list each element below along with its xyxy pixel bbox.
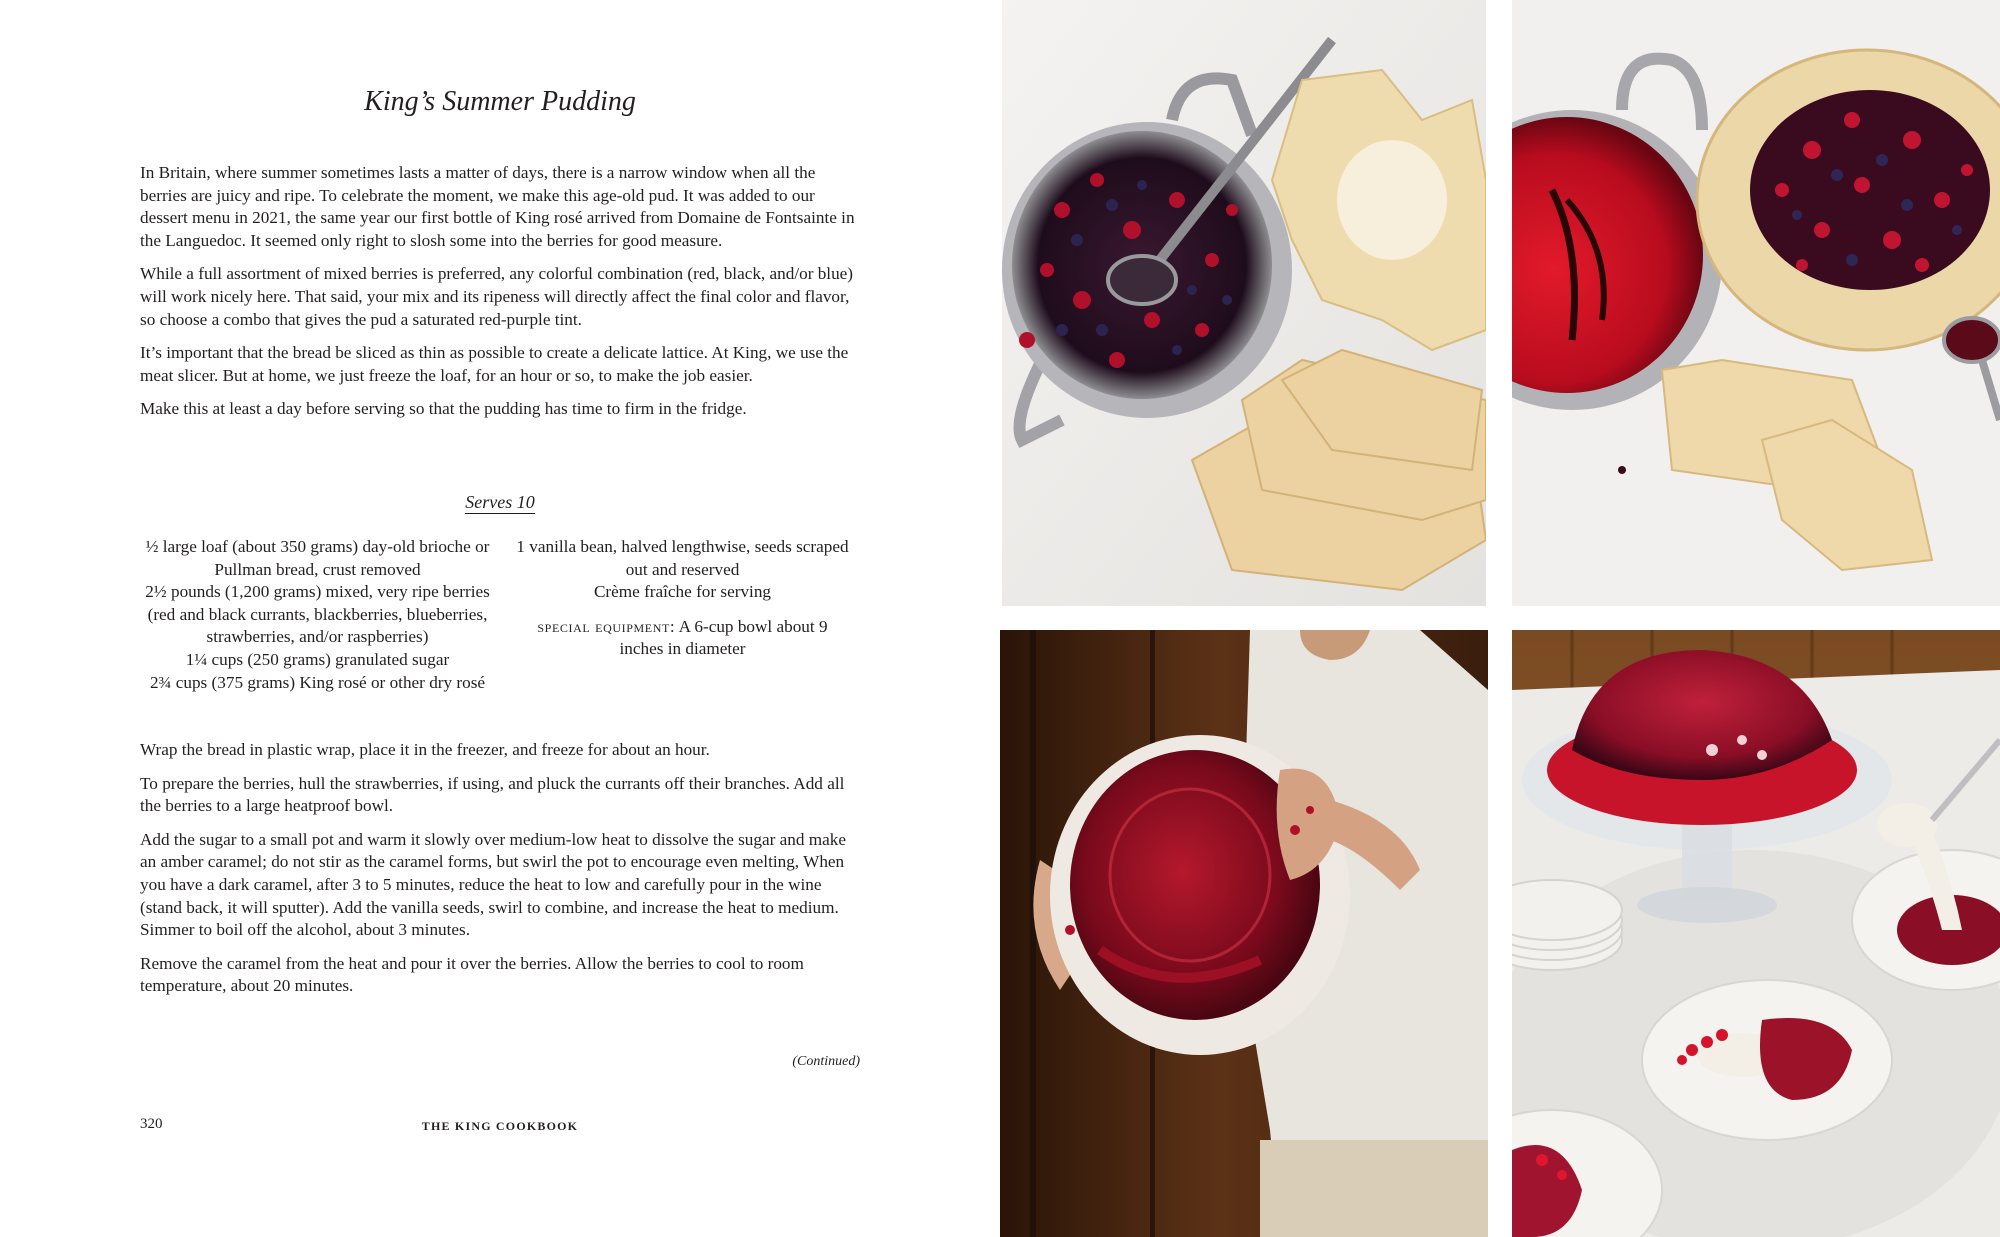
recipe-intro <box>140 162 860 432</box>
intro-paragraph: It’s important that the bread be sliced as thin as possible to create a delicate lattice. At King, we use the meat slicer. But at home, we just freeze the loaf, for an hour or so, to make the job easier. <box>140 343 849 385</box>
intro-paragraph: While a full assortment of mixed berries is preferred, any colorful combination (red, black, and/or blue) will work nicely here. That said, your mix and its ripeness will directly affect the final color and flavor, so choose a combo that gives the pud a saturated red-purple tint. <box>140 264 854 329</box>
ingredients-column-left <box>140 536 495 694</box>
photo-berries-pot <box>1002 0 1486 606</box>
method-step: Wrap the bread in plastic wrap, place it in the freezer, and freeze for about an hour. <box>140 740 710 759</box>
running-head: THE KING COOKBOOK <box>421 1119 579 1133</box>
serves-heading <box>140 490 860 514</box>
photo-page <box>1000 0 2000 1237</box>
serves-label: Serves 10 <box>465 492 535 512</box>
method-step: Remove the caramel from the heat and pour it over the berries. Allow the berries to cool to room temperature, about 20 minutes. <box>140 953 804 996</box>
page-number: 320 <box>140 1116 163 1132</box>
method-step: Add the sugar to a small pot and warm it slowly over medium-low heat to dissolve the sugar and make an amber caramel; do not stir as the caramel forms, but swirl the pot to encourage even melting, When you have a dark caramel, after 3 to 5 minutes, reduce the heat to low and carefully pour in the wine (stand back, it will sputter). Add the vanilla seeds, swirl to combine, and increase the heat to medium. Simmer to boil off the alcohol, about 3 minutes. <box>140 829 846 940</box>
recipe-title: King’s Summer Pudding <box>364 86 636 117</box>
ingredient-item: 1 vanilla bean, halved lengthwise, seeds scraped out and reserved <box>516 537 849 579</box>
special-equipment <box>515 616 850 661</box>
photo-caramel-and-bowl <box>1512 0 2000 606</box>
ingredients-column-right <box>515 536 850 661</box>
intro-paragraph: Make this at least a day before serving so that the pudding has time to firm in the fridge. <box>140 399 747 419</box>
ingredient-item: 2½ pounds (1,200 grams) mixed, very ripe berries (red and black currants, blackberries, blueberries, strawberries, and/or raspberries) <box>145 582 490 647</box>
photo-served-pudding <box>1512 630 2000 1237</box>
special-equipment-text: A 6-cup bowl about 9 inches in diameter <box>619 616 828 659</box>
recipe-method <box>140 739 860 1009</box>
special-equipment-label: special equipment: <box>537 616 676 636</box>
photo-turning-out-pudding <box>1000 630 1488 1237</box>
ingredient-item: Crème fraîche for serving <box>593 582 772 602</box>
ingredient-item: 2¾ cups (375 grams) King rosé or other dry rosé <box>149 672 486 692</box>
continued-note: (Continued) <box>792 1054 860 1069</box>
ingredient-item: 1¼ cups (250 grams) granulated sugar <box>185 649 450 669</box>
ingredient-item: ½ large loaf (about 350 grams) day-old brioche or Pullman bread, crust removed <box>145 537 490 579</box>
method-step: To prepare the berries, hull the strawberries, if using, and pluck the currants off their branches. Add all the berries to a large heatproof bowl. <box>140 773 845 816</box>
intro-paragraph: In Britain, where summer sometimes lasts a matter of days, there is a narrow window when all the berries are juicy and ripe. To celebrate the moment, we make this age-old pud. It was added to our dessert menu in 2021, the same year our first bottle of King rosé arrived from Domaine de Fontsainte in the Languedoc. It seemed only right to slosh some into the berries for good measure. <box>140 163 855 250</box>
